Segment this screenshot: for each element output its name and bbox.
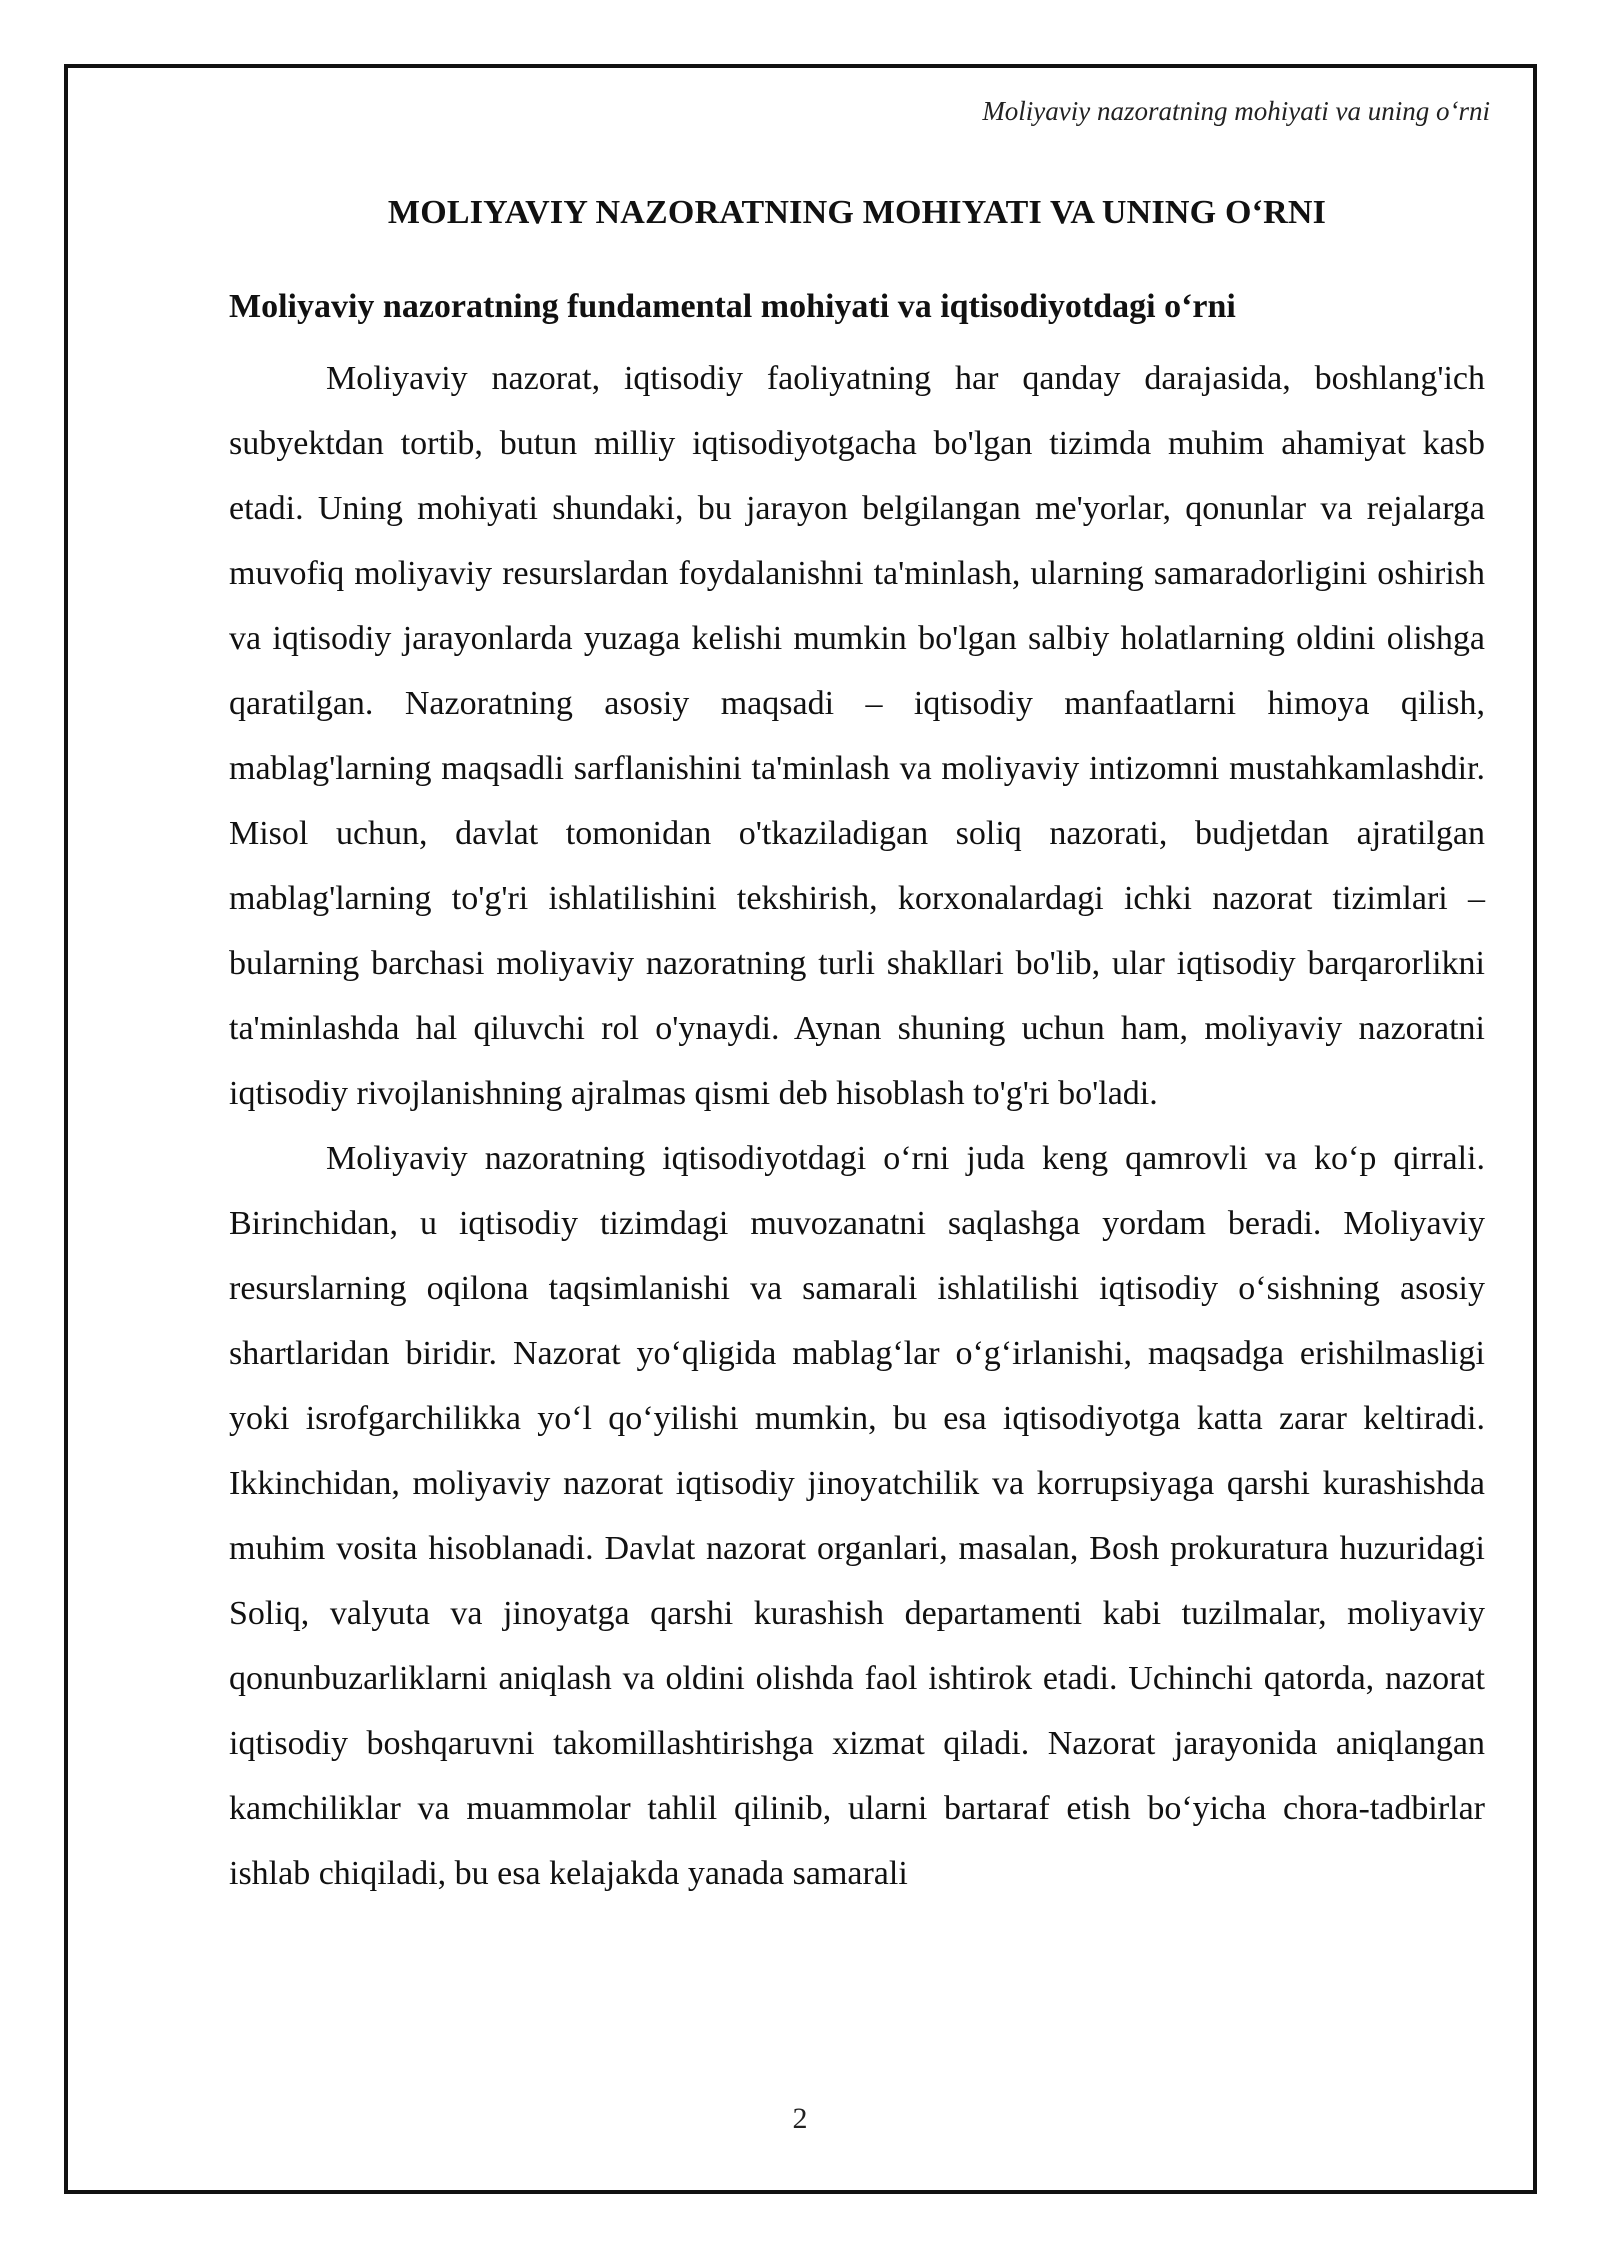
document-body <box>229 188 1485 1906</box>
running-header: Moliyaviy nazoratning mohiyati va uning o‘rni <box>982 96 1490 126</box>
section-heading: Moliyaviy nazoratning fundamental mohiyati va iqtisodiyotdagi o‘rni <box>229 288 1236 325</box>
body-paragraph-1: Moliyaviy nazorat, iqtisodiy faoliyatning har qanday darajasida, boshlang'ich subyektdan tortib, butun milliy iqtisodiyotgacha bo'lgan tizimda muhim ahamiyat kasb etadi. Uning mohiyati shundaki, bu jarayon belgilangan me'yorlar, qonunlar va rejalarga muvofiq moliyaviy resurslardan foydalanishni ta'minlash, ularning samaradorligini oshirish va iqtisodiy jarayonlarda yuzaga kelishi mumkin bo'lgan salbiy holatlarning oldini olishga qaratilgan. Nazoratning asosiy maqsadi – iqtisodiy manfaatlarni himoya qilish, mablag'larning maqsadli sarflanishini ta'minlash va moliyaviy intizomni mustahkamlashdir. Misol uchun, davlat tomonidan o'tkaziladigan soliq nazorati, budjetdan ajratilgan mablag'larning to'g'ri ishlatilishini tekshirish, korxonalardagi ichki nazorat tizimlari – bularning barchasi moliyaviy nazoratning turli shakllari bo'lib, ular iqtisodiy barqarorlikni ta'minlashda hal qiluvchi rol o'ynaydi. Aynan shuning uchun ham, moliyaviy nazoratni iqtisodiy rivojlanishning ajralmas qismi deb hisoblash to'g'ri bo'ladi. <box>229 360 1485 1112</box>
body-paragraph-2: Moliyaviy nazoratning iqtisodiyotdagi o‘rni juda keng qamrovli va ko‘p qirrali. Birinchidan, u iqtisodiy tizimdagi muvozanatni saqlashga yordam beradi. Moliyaviy resurslarning oqilona taqsimlanishi va samarali ishlatilishi iqtisodiy o‘sishning asosiy shartlaridan biridir. Nazorat yo‘qligida mablag‘lar o‘g‘irlanishi, maqsadga erishilmasligi yoki isrofgarchilikka yo‘l qo‘yilishi mumkin, bu esa iqtisodiyotga katta zarar keltiradi. Ikkinchidan, moliyaviy nazorat iqtisodiy jinoyatchilik va korrupsiyaga qarshi kurashishda muhim vosita hisoblanadi. Davlat nazorat organlari, masalan, Bosh prokuratura huzuridagi Soliq, valyuta va jinoyatga qarshi kurashish departamenti kabi tuzilmalar, moliyaviy qonunbuzarliklarni aniqlash va oldini olishda faol ishtirok etadi. Uchinchi qatorda, nazorat iqtisodiy boshqaruvni takomillashtirishga xizmat qiladi. Nazorat jarayonida aniqlangan kamchiliklar va muammolar tahlil qilinib, ularni bartaraf etish bo‘yicha chora-tadbirlar ishlab chiqiladi, bu esa kelajakda yanada samarali <box>229 1140 1485 1892</box>
page-number: 2 <box>792 2102 808 2135</box>
document-title: MOLIYAVIY NAZORATNING MOHIYATI VA UNING O‘RNI <box>387 194 1327 231</box>
